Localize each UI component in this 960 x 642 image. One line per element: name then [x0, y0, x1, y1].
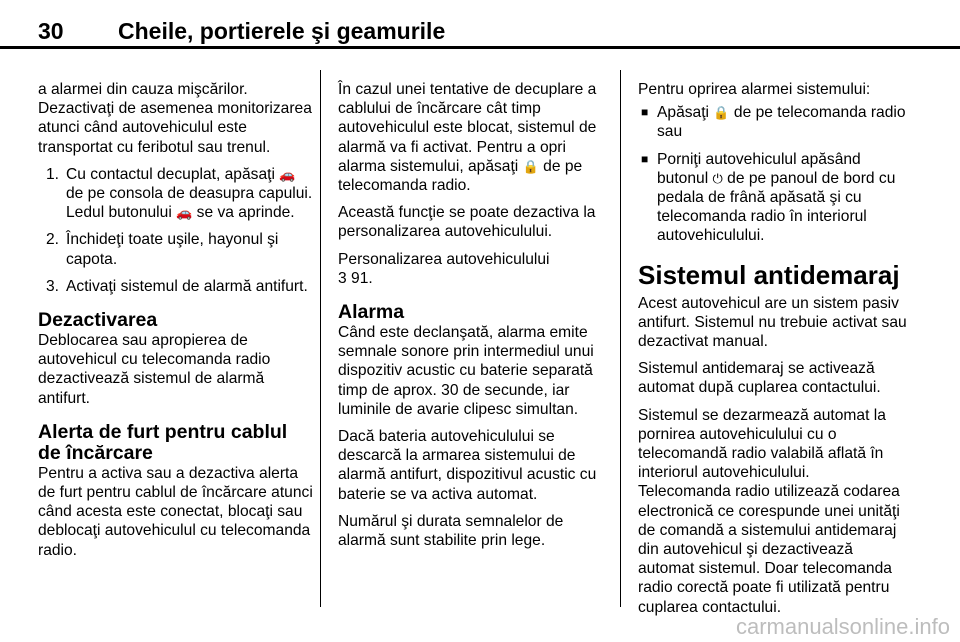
header-rule — [0, 46, 960, 49]
personalization-ref: Personalizarea autovehiculului 3 91. — [338, 250, 550, 287]
bullet-icon: ■ — [641, 105, 649, 120]
list-item: ■ Porniţi autovehiculul apăsând butonul ⏻ de pe panoul de bord cu pedala de frână apăsată şi cu telecomanda radio în interiorul autovehiculului. — [638, 150, 908, 246]
signals-paragraph: Numărul şi durata semnalelor de alarmă sunt stabilite prin lege. — [338, 512, 564, 550]
heading-cable-alert: Alerta de furt pentru cablul de încărcare — [38, 420, 288, 464]
alarm-paragraph: Când este declanşată, alarma emite semnale sonore prin intermediul unui dispozitiv acustic cu baterie separată timp de aprox. 30 de secunde, iar luminile de avarie clipesc simultan. — [338, 324, 594, 418]
power-icon: ⏻ — [712, 170, 723, 186]
page-header — [38, 14, 938, 50]
deactivation-paragraph: Deblocarea sau apropierea de autovehicul cu telecomanda radio dezactivează sistemul de alarmă antifurt. — [38, 332, 271, 407]
column-3 — [638, 80, 908, 625]
immobilizer-paragraph-4: Telecomanda radio utilizează codarea electronică ce corespunde unei unităţi de comandă a sistemului antidemaraj din autovehicul şi dezactivează automat sistemul. Doar telecomanda radio corectă poate fi utilizată pentru cuplarea contactului. — [638, 483, 900, 616]
bullet-icon: ■ — [641, 151, 649, 166]
list-item: ■ Apăsaţi 🔒 de pe telecomanda radio sau — [638, 103, 908, 141]
column-2 — [338, 80, 606, 558]
watermark: carmanualsonline.info — [735, 614, 950, 639]
cable-alert-paragraph: Pentru a activa sau a dezactiva alerta de furt pentru cablul de încărcare atunci când acesta este conectat, blocaţi sau deblocaţi autovehiculul cu telecomanda radio. — [38, 464, 313, 559]
battery-paragraph: Dacă bateria autovehiculului se descarcă la armarea sistemului de alarmă antifurt, dispozitivul acustic cu baterie se va activa automat. — [338, 428, 597, 503]
deactivate-note: Această funcţie se poate dezactiva la personalizarea autovehiculului. — [338, 204, 596, 241]
lock-icon: 🔒 — [713, 105, 730, 121]
page-ref-link[interactable]: 91. — [351, 269, 373, 287]
column-divider-2 — [620, 70, 621, 607]
immobilizer-paragraph-3: Sistemul se dezarmează automat la pornirea autovehiculului cu o telecomandă radio valabilă aflată în interiorul autovehiculului. — [638, 406, 886, 482]
list-item: 1. Cu contactul decuplat, apăsaţi 🚗 de pe consola de deasupra capului. Ledul butonului 🚗 se va aprinde. — [45, 165, 313, 222]
car-icon: 🚗 — [176, 205, 193, 221]
page-title: Cheile, portierele şi geamurile — [118, 18, 446, 44]
immobilizer-paragraph-1: Acest autovehicul are un sistem pasiv antifurt. Sistemul nu trebuie activat sau dezactivat manual. — [638, 294, 907, 351]
list-item: 3. Activaţi sistemul de alarmă antifurt. — [45, 277, 308, 295]
stop-alarm-intro: Pentru oprirea alarmei sistemului: — [638, 81, 871, 98]
list-item: 2. Închideţi toate uşile, hayonul şi capota. — [45, 231, 279, 268]
column-1 — [38, 80, 313, 568]
heading-alarm: Alarma — [338, 301, 405, 324]
heading-immobilizer: Sistemul antidemaraj — [638, 259, 900, 290]
car-icon: 🚗 — [279, 166, 296, 182]
column-divider-1 — [320, 70, 321, 607]
heading-deactivation: Dezactivarea — [38, 309, 158, 332]
intro-paragraph: a alarmei din cauza mişcărilor. Dezactivaţi de asemenea monitorizarea atunci când autovehiculul este transportat cu feribotul sau trenul. — [38, 81, 312, 156]
immobilizer-paragraph-2: Sistemul antidemaraj se activează automat după cuplarea contactului. — [638, 360, 881, 397]
cable-alarm-paragraph: În cazul unei tentative de decuplare a cablului de încărcare cât timp autovehiculul este blocat, sistemul de alarmă va fi activat. Pentru a opri alarma sistemului, apăsaţi 🔒 de pe telecomanda radio. — [338, 81, 597, 195]
page-number: 30 — [38, 18, 64, 44]
page-ref-arrow-icon: 3 — [338, 269, 347, 287]
lock-icon: 🔒 — [522, 158, 539, 174]
